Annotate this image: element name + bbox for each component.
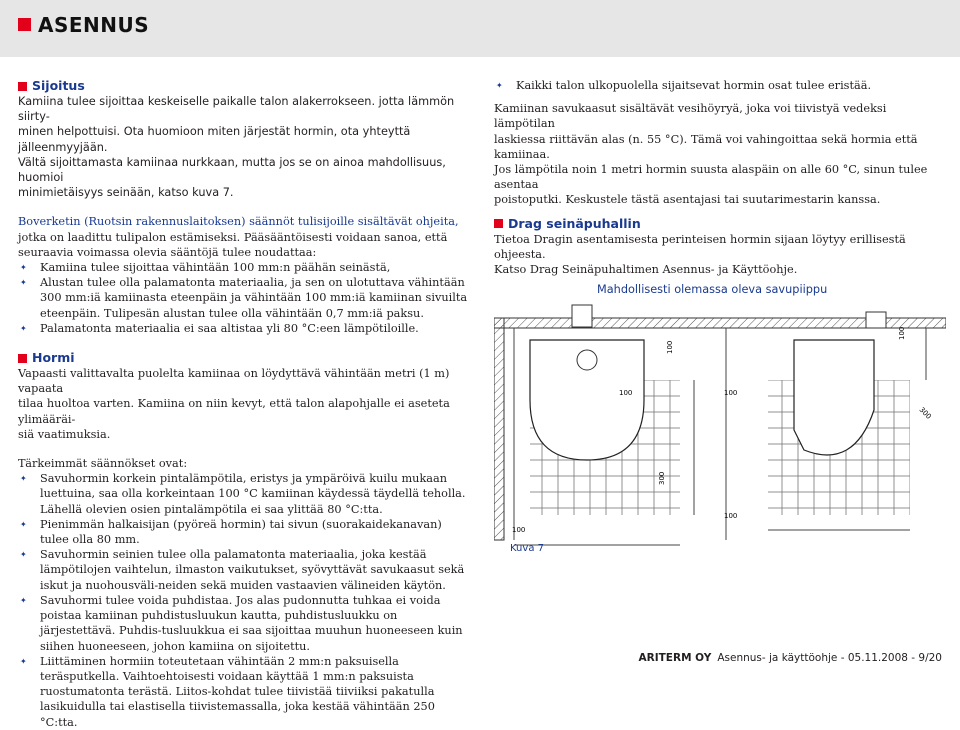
- list-item: ✦ Savuhormi tulee voida puhdistaa. Jos alas pudonnutta tuhkaa ei voida poistaa kamiinan puhdistusluukun kautta, puhdistusluukku on järjestettävä. Puhdis-tusluukkua ei saa sijoittaa muuhun huoneeseen kuin siihen huoneeseen, johon kamiina on sijoitettu.: [18, 593, 472, 654]
- sijoitus-line: minimietäisyys seinään, katso kuva 7.: [18, 186, 234, 200]
- hormi-line: Vapaasti valittavalta puolelta kamiinaa on löydyttävä vähintään metri (1 m) vapaata: [18, 367, 450, 396]
- hormi-line: siä vaatimuksia.: [18, 427, 111, 441]
- hormi-line: tilaa huoltoa varten. Kamiina on niin kevyt, että talon alapohjalle ei aseteta ylimääräi-: [18, 397, 450, 426]
- list-item: ✦ Pienimmän halkaisijan (pyöreä hormin) tai sivun (suorakaidekanavan) tulee olla 80 mm.: [18, 517, 472, 547]
- drag-line: Tietoa Dragin asentamisesta perinteisen hormin sijaan löytyy erillisestä ohjeesta.: [494, 232, 906, 261]
- section-heading-hormi: [18, 350, 472, 366]
- list-item: ✦ Savuhormin seinien tulee olla palamatonta materiaalia, joka kestää lämpötilojen vaihtelun, ilmaston vaikutukset, syövyttävät savukaasut sekä iskut ja nuohousväli-neiden sekä muiden vastaavien välineiden käytön.: [18, 547, 472, 593]
- sijoitus-para2-line: seuraavia voimassa olevia sääntöjä tulee noudattaa:: [18, 245, 317, 259]
- sijoitus-para2-line: Boverketin (Ruotsin rakennuslaitoksen) säännöt tulisijoille sisältävät ohjeita,: [18, 215, 459, 229]
- heading-marker: [18, 354, 27, 363]
- page-footer: [639, 652, 942, 664]
- section-heading-drag: [494, 216, 942, 232]
- heading-marker: [494, 219, 503, 228]
- footer-brand: ARITERM OY: [638, 652, 712, 664]
- rules-bullets: [18, 471, 472, 729]
- dim-label: 100: [898, 326, 906, 340]
- dim-label: 100: [666, 340, 674, 354]
- drag-line: Katso Drag Seinäpuhaltimen Asennus- ja Käyttöohje.: [494, 263, 798, 277]
- flue-left: [577, 350, 597, 370]
- footer-text: Asennus- ja käyttöohje - 05.11.2008 - 9/20: [717, 652, 942, 664]
- page-title: ASENNUS: [38, 13, 150, 37]
- dim-label: 100: [724, 512, 738, 520]
- sijoitus-bullets: [18, 260, 472, 336]
- sijoitus-line: Vältä sijoittamasta kamiinaa nurkkaan, mutta jos se on ainoa mahdollisuus, huomioi: [18, 155, 446, 185]
- page-header: [0, 0, 960, 57]
- right-para-line: Jos lämpötila noin 1 metri hormin suusta alaspäin on alle 60 °C, sinun tulee asentaa: [494, 163, 928, 192]
- chimney-left: [572, 305, 592, 327]
- list-item: ✦ Kaikki talon ulkopuolella sijaitsevat hormin osat tulee eristää.: [494, 78, 942, 93]
- figure-caption: Kuva 7: [510, 543, 544, 554]
- right-para-line: laskiessa riittävän alas (n. 55 °C). Tämä voi vahingoittaa sekä hormia että kamiinaa.: [494, 132, 918, 161]
- right-bullets: [494, 78, 942, 93]
- list-item: ✦ Alustan tulee olla palamatonta materiaalia, ja sen on ulotuttava vähintään 300 mm:iä kamiinasta eteenpäin ja vähintään 100 mm:iä kamiinan sivuilta eteenpäin. Tulipesän alustan tulee olla vähintään 0,7 mm:iä paksu.: [18, 275, 472, 321]
- header-marker: [18, 18, 31, 31]
- sijoitus-line: Kamiina tulee sijoittaa keskeiselle paikalle talon alakerrokseen. jotta lämmön siirty-: [18, 95, 455, 124]
- figure-top-caption: Mahdollisesti olemassa oleva savupiippu: [597, 283, 828, 296]
- section-heading-sijoitus: [18, 78, 472, 94]
- sijoitus-para2-line: jotka on laadittu tulipalon estämiseksi. Pääsääntöisesti voidaan sanoa, että: [18, 230, 448, 244]
- wall-left: [494, 318, 504, 540]
- rules-intro: Tärkeimmät säännökset ovat:: [18, 457, 188, 471]
- list-item: ✦ Liittäminen hormiin toteutetaan vähintään 2 mm:n paksuisella teräsputkella. Vaihtoehtoisesti voidaan käyttää 1 mm:n paksuista ruostumatonta terästä. Liitos-kohdat tulee tiivistää tiiviiksi pakatulla lasikuidulla tai elastisella tiivistemassalla, joka kestää vähintään 250 °C:tta.: [18, 654, 472, 730]
- list-item: ✦ Palamatonta materiaalia ei saa altistaa yli 80 °C:een lämpötiloille.: [18, 321, 472, 336]
- dim-label: 300: [917, 405, 933, 421]
- right-para-line: poistoputki. Keskustele tästä asentajasi tai suutarimestarin kanssa.: [494, 193, 881, 207]
- left-column: [18, 78, 472, 730]
- dim-label: 100: [512, 526, 526, 534]
- heading-text: Drag seinäpuhallin: [508, 215, 641, 231]
- list-item: ✦ Savuhormin korkein pintalämpötila, eristys ja ympäröivä kuilu mukaan luettuina, saa olla korkeintaan 100 °C kamiinan käydessä täydellä teholla. Lähellä olevien osien pintalämpötila ei saa ylittää 80 °C:tta.: [18, 471, 472, 517]
- heading-text: Sijoitus: [32, 78, 85, 93]
- right-column: [494, 78, 942, 277]
- heading-marker: [18, 82, 27, 91]
- installation-diagram: [494, 300, 946, 562]
- sijoitus-line: minen helpottuisi. Ota huomioon miten järjestät hormin, ota yhteyttä jälleenmyyjään.: [18, 125, 411, 154]
- right-para-line: Kamiinan savukaasut sisältävät vesihöyryä, joka voi tiivistyä vedeksi lämpötilan: [494, 102, 887, 131]
- dim-label: 300: [658, 471, 666, 485]
- list-item: ✦ Kamiina tulee sijoittaa vähintään 100 mm:n päähän seinästä,: [18, 260, 472, 275]
- dim-label: 100: [619, 389, 633, 397]
- chimney-right: [866, 312, 886, 328]
- dim-label: 100: [724, 389, 738, 397]
- heading-text: Hormi: [32, 350, 75, 366]
